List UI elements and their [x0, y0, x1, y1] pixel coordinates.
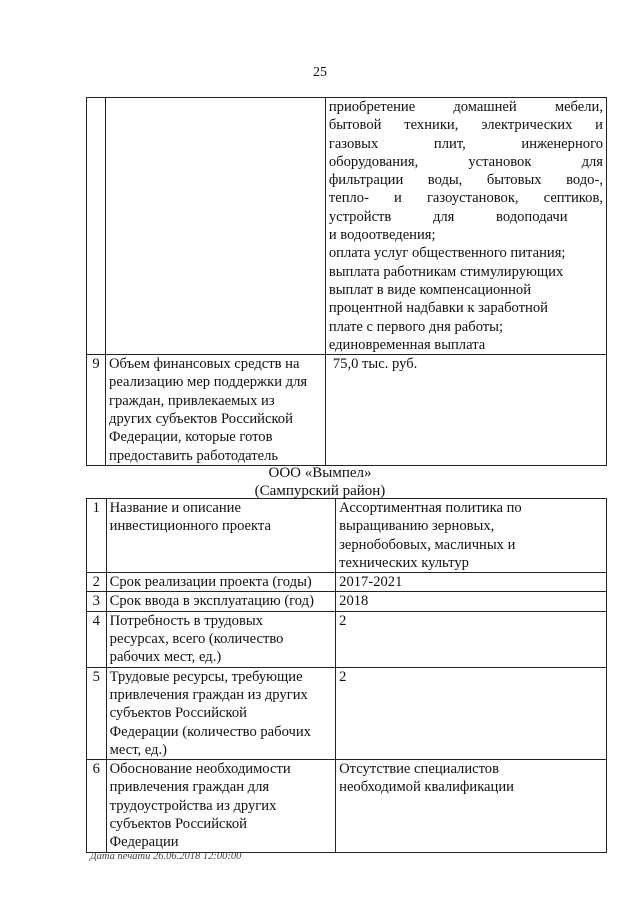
- value-line: выплата работникам стимулирующих: [328, 263, 564, 280]
- investment-project-table: [86, 498, 607, 853]
- label-line: трудоустройства из других: [109, 797, 277, 814]
- label-line: граждан, привлекаемых из: [109, 392, 275, 409]
- value-line: фильтрации воды, бытовых водо-,: [328, 172, 603, 189]
- value-line: плате с первого дня работы;: [328, 318, 504, 335]
- table-row-1: [87, 499, 607, 573]
- value-line: единовременная выплата: [328, 336, 486, 353]
- row-label-cell: [106, 611, 336, 667]
- row-number-cell: 1: [87, 499, 107, 573]
- row-value-cell: [336, 499, 607, 573]
- label-line: других субъектов Российской: [109, 411, 293, 428]
- label-line: Обоснование необходимости: [109, 761, 291, 778]
- table-row-3: [87, 592, 607, 611]
- value-line: тепло- и газоустановок, септиков,: [328, 190, 603, 207]
- value-line: необходимой квалификации: [339, 779, 514, 796]
- row-value-cell: [325, 355, 606, 466]
- table-row-5: [87, 667, 607, 759]
- value-line: бытовой техники, электрических и: [328, 117, 603, 134]
- row-label-cell: [106, 592, 336, 611]
- value-text: 75,0 тыс. руб.: [332, 356, 418, 373]
- row-number-cell: 9: [87, 355, 106, 466]
- label-line: субъектов Российской: [109, 816, 247, 833]
- label-line: Федерации (количество рабочих: [109, 723, 311, 740]
- row-value-cell: [336, 760, 607, 852]
- value-line: 2: [339, 668, 347, 685]
- value-line: 2017-2021: [339, 574, 403, 591]
- row-value-cell: [325, 98, 606, 355]
- row-number-cell: 5: [87, 667, 107, 759]
- value-line: оплата услуг общественного питания;: [328, 245, 566, 262]
- print-date: Дата печати 26.06.2018 12:00:00: [90, 851, 242, 862]
- value-line: газовых плит, инженерного: [328, 135, 603, 152]
- row-label-cell: [106, 667, 336, 759]
- label-line: Название и описание: [109, 500, 241, 516]
- value-line: процентной надбавки к заработной: [328, 300, 548, 317]
- label-line: Федерации: [109, 834, 179, 851]
- row-number-cell: 2: [87, 573, 107, 592]
- table-row-4: [87, 611, 607, 667]
- row-label-cell: [106, 760, 336, 852]
- table-row-2: [87, 573, 607, 592]
- value-line: и водоотведения;: [328, 227, 436, 244]
- value-line: выращиванию зерновых,: [339, 518, 495, 535]
- label-line: Срок ввода в эксплуатацию (год): [109, 593, 314, 610]
- label-line: Срок реализации проекта (годы): [109, 574, 312, 591]
- label-line: Федерации, которые готов: [109, 429, 273, 446]
- row-value-cell: [336, 592, 607, 611]
- table-row-6: [87, 760, 607, 852]
- label-line: привлечения граждан из других: [109, 686, 308, 703]
- row-number-cell: 6: [87, 760, 107, 852]
- company-district: (Сампурский район): [254, 483, 386, 499]
- support-measures-table: [86, 97, 607, 466]
- row-label-cell: [106, 355, 326, 466]
- company-heading: [0, 464, 640, 500]
- row-label-cell: [106, 573, 336, 592]
- value-line: выплат в виде компенсационной: [328, 281, 532, 298]
- row-value-cell: [336, 667, 607, 759]
- label-line: предоставить работодатель: [109, 447, 279, 464]
- value-line: устройств для водоподачи: [328, 208, 568, 225]
- row-value-cell: [336, 611, 607, 667]
- table-row-9: [87, 355, 607, 466]
- row-number-cell: 3: [87, 592, 107, 611]
- label-line: реализацию мер поддержки для: [109, 374, 308, 391]
- label-line: Объем финансовых средств на: [109, 356, 300, 373]
- table-row-continuation: [87, 98, 607, 355]
- row-number-cell: 4: [87, 611, 107, 667]
- label-line: рабочих мест, ед.): [109, 649, 222, 666]
- page-number: 25: [313, 65, 327, 80]
- label-line: ресурсах, всего (количество: [109, 631, 284, 648]
- row-number-cell: [87, 98, 106, 355]
- label-line: Трудовые ресурсы, требующие: [109, 668, 303, 685]
- row-label-cell: [106, 499, 336, 573]
- value-line: зернобобовых, масличных и: [339, 536, 516, 553]
- label-line: привлечения граждан для: [109, 779, 270, 796]
- value-line: оборудования, установок для: [328, 153, 603, 170]
- label-line: инвестиционного проекта: [109, 518, 271, 535]
- label-line: мест, ед.): [109, 741, 167, 758]
- label-line: Потребность в трудовых: [109, 612, 263, 629]
- value-line: Отсутствие специалистов: [339, 761, 499, 778]
- value-line: технических культур: [339, 554, 469, 571]
- value-line: Ассортиментная политика по: [339, 500, 522, 516]
- value-line: 2: [339, 612, 347, 629]
- value-line: приобретение домашней мебели,: [328, 99, 603, 115]
- value-line: 2018: [339, 593, 369, 610]
- label-line: субъектов Российской: [109, 705, 247, 722]
- row-value-cell: [336, 573, 607, 592]
- company-name: ООО «Вымпел»: [268, 465, 372, 481]
- row-label-cell: [106, 98, 326, 355]
